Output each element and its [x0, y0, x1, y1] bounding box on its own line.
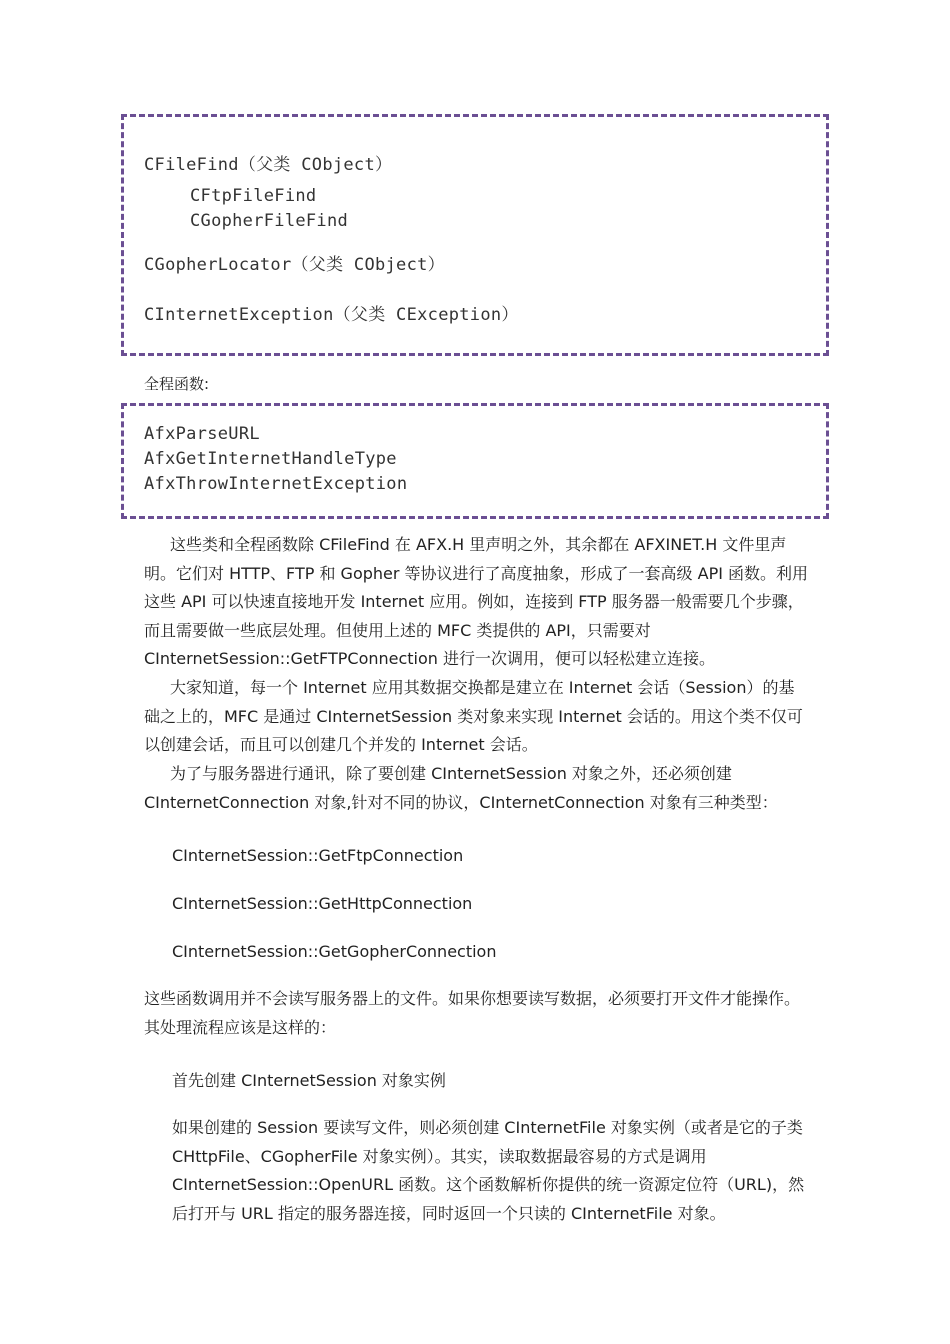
code-line-cfilefind: CFileFind（父类 CObject） [144, 155, 393, 175]
code-line-cftpfilefind: CFtpFileFind [190, 186, 317, 206]
global-functions-code-box [121, 403, 829, 519]
function-get-ftp-connection: CInternetSession::GetFtpConnection [172, 846, 464, 865]
code-line-afxthrowinternetexception: AfxThrowInternetException [144, 474, 408, 494]
code-line-afxgetinternethandletype: AfxGetInternetHandleType [144, 449, 397, 469]
code-line-cinternetexception: CInternetException（父类 CException） [144, 305, 519, 325]
function-get-gopher-connection: CInternetSession::GetGopherConnection [172, 942, 497, 961]
paragraph-internet-file: 如果创建的 Session 要读写文件，则必须创建 CInternetFile 对象实例（或者是它的子类 CHttpFile、CGopherFile 对象实例）。其实，读取数据最容易的方式是调用 CInternetSession::OpenURL 函数。这个函数解析你提供的统一资源定位符（URL)，然后打开与 URL 指定的服务器连接，同时返回一个只读的 CInternetFile 对象。 [172, 1118, 805, 1223]
code-line-afxparseurl: AfxParseURL [144, 424, 260, 444]
paragraph-connection: 为了与服务器进行通讯，除了要创建 CInternetSession 对象之外，还必须创建 CInternetConnection 对象,针对不同的协议，CInternetConnection 对象有三种类型： [144, 764, 778, 812]
global-functions-label: 全程函数: [144, 375, 210, 393]
step-create-session: 首先创建 CInternetSession 对象实例 [172, 1071, 446, 1090]
paragraph-process: 这些函数调用并不会读写服务器上的文件。如果你想要读写数据，必须要打开文件才能操作。其处理流程应该是这样的： [144, 989, 801, 1037]
code-line-cgopherlocator: CGopherLocator（父类 CObject） [144, 255, 445, 275]
paragraph-session: 大家知道，每一个 Internet 应用其数据交换都是建立在 Internet 会话（Session）的基础之上的，MFC 是通过 CInternetSession 类对象来实现 Internet 会话的。用这个类不仅可以创建会话，而且可以创建几个并发的 Internet 会话。 [144, 678, 803, 754]
class-list-code-box [121, 114, 829, 356]
function-get-http-connection: CInternetSession::GetHttpConnection [172, 894, 473, 913]
code-line-cgopherfilefind: CGopherFileFind [190, 211, 349, 231]
paragraph-declarations: 这些类和全程函数除 CFileFind 在 AFX.H 里声明之外，其余都在 AFXINET.H 文件里声明。它们对 HTTP、FTP 和 Gopher 等协议进行了高度抽象，形成了一套高级 API 函数。利用这些 API 可以快速直接地开发 Internet 应用。例如，连接到 FTP 服务器一般需要几个步骤，而且需要做一些底层处理。但使用上述的 MFC 类提供的 API，只需要对 CInternetSession::GetFTPConnection 进行一次调用，便可以轻松建立连接。 [144, 535, 809, 668]
